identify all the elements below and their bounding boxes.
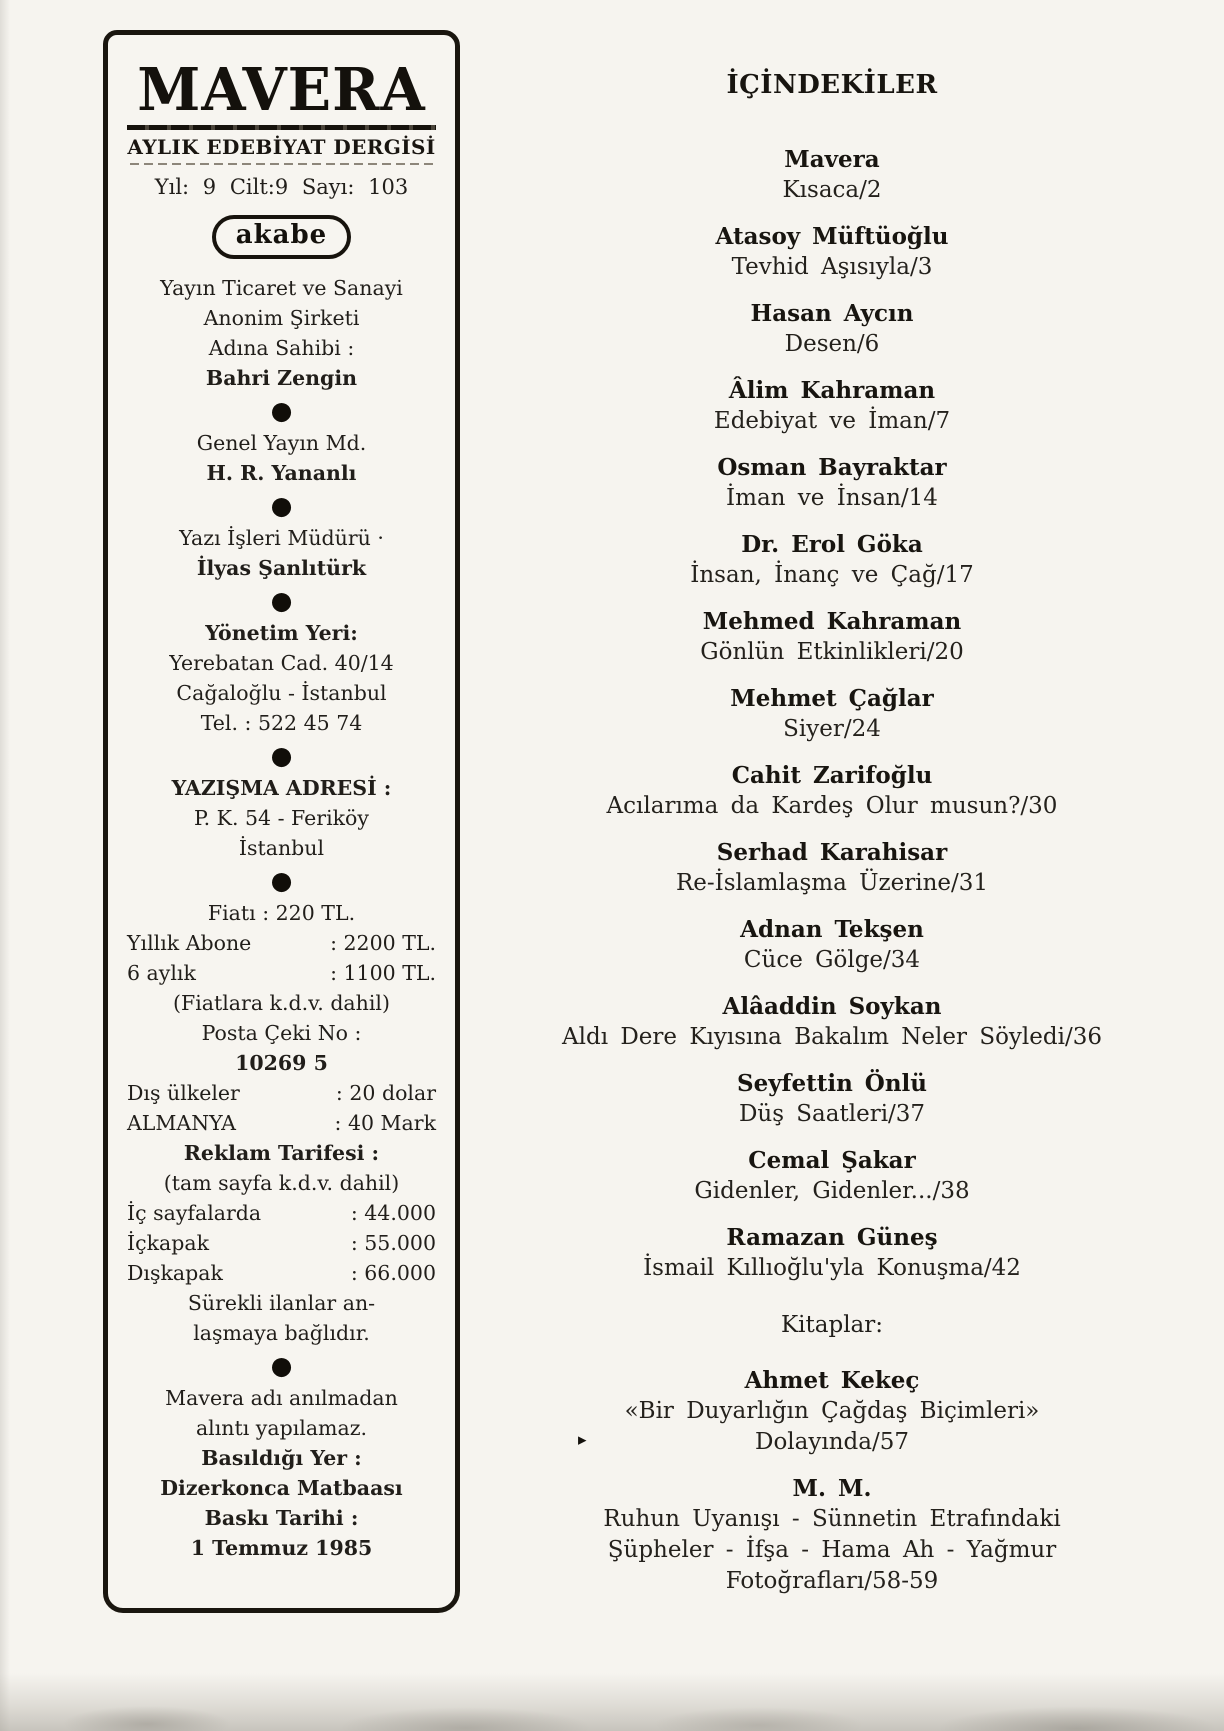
masthead-line: Reklam Tarifesi : [183,1141,380,1165]
masthead-line-value: : 44.000 [350,1201,436,1225]
masthead-line: İlyas Şanlıtürk [196,556,367,580]
entry-author: Mehmed Kahraman [702,608,962,635]
masthead-line: Anonim Şirketi [203,306,360,330]
scan-bottom-artifact-band [0,1673,1224,1731]
entry-title-line: Gönlün Etkinlikleri/20 [700,639,964,665]
masthead-box [103,30,460,1613]
contents-entry [470,760,1194,822]
magazine-logo: MAVERA [137,54,426,125]
masthead-line-value: : 2200 TL. [330,931,436,955]
contents-entry [470,1222,1194,1284]
masthead-line-label: Dışkapak [127,1261,223,1285]
entry-author: Serhad Karahisar [716,839,948,866]
contents-entry [470,144,1194,206]
masthead-line: Basıldığı Yer : [201,1446,362,1470]
masthead-block [122,523,441,583]
masthead-line [122,928,441,958]
entry-title-line: Dolayında/57 [755,1429,909,1455]
entry-title-line: Kısaca/2 [782,177,882,203]
entry-author: Mehmet Çağlar [730,685,934,712]
contents-entry [470,991,1194,1053]
entry-title-line: İnsan, İnanç ve Çağ/17 [690,562,974,588]
masthead-line: Cağaloğlu - İstanbul [176,681,387,705]
entry-title-line: Re-İslamlaşma Üzerine/31 [675,870,989,896]
masthead-line [122,1108,441,1138]
masthead-block [122,618,441,738]
contents-entry [470,221,1194,283]
masthead-info-blocks [122,273,441,1563]
contents-entry [470,1473,1194,1597]
entry-title-line: İman ve İnsan/14 [726,485,938,511]
masthead-line: P. K. 54 - Feriköy [193,806,369,830]
contents-entry [470,529,1194,591]
masthead-line: Posta Çeki No : [201,1021,362,1045]
masthead-line-label: 6 aylık [127,961,196,985]
magazine-subtitle: AYLIK EDEBİYAT DERGİSİ [127,135,436,159]
entry-author: Ahmet Kekeç [744,1367,920,1394]
bullet-separator: ● [270,586,293,615]
contents-entry [470,837,1194,899]
masthead-line: Adına Sahibi : [208,336,355,360]
contents-entry [470,1145,1194,1207]
masthead-line: Baskı Tarihi : [204,1506,359,1530]
contents-entry [470,1068,1194,1130]
entry-title-line: Tevhid Aşısıyla/3 [731,254,933,280]
bullet-separator: ● [270,866,293,895]
entry-author: Cemal Şakar [748,1147,916,1174]
bullet-separator: ● [270,1351,293,1380]
masthead-line-value: : 20 dolar [335,1081,436,1105]
masthead-line: Yerebatan Cad. 40/14 [169,651,394,675]
masthead-line: Fiatı : 220 TL. [207,901,356,925]
contents-entry [470,298,1194,360]
bullet-separator: ● [270,491,293,520]
entry-author: Hasan Aycın [750,300,914,327]
bullet-separator: ● [270,741,293,770]
entry-title-line: Aldı Dere Kıyısına Bakalım Neler Söyledi/36 [562,1024,1102,1050]
entry-title-line: Fotoğrafları/58-59 [725,1568,939,1594]
contents-title: İÇİNDEKİLER [726,70,938,100]
masthead-line [122,1078,441,1108]
masthead-line: Genel Yayın Md. [196,431,367,455]
entry-author: Atasoy Müftüoğlu [715,223,949,250]
akabe-logo-label: akabe [235,220,328,250]
masthead-line-value: : 40 Mark [334,1111,436,1135]
entry-title-line: Siyer/24 [783,716,881,742]
contents-entry [470,606,1194,668]
masthead-line [122,1228,441,1258]
masthead-block [122,898,441,1348]
masthead-line: Dizerkonca Matbaası [160,1476,403,1500]
masthead-line [122,1198,441,1228]
contents-entry [470,375,1194,437]
masthead-line-label: İçkapak [127,1231,209,1255]
masthead-line: Tel. : 522 45 74 [200,711,363,735]
entry-author: Seyfettin Önlü [736,1070,928,1097]
masthead-line: (tam sayfa k.d.v. dahil) [163,1171,400,1195]
entry-author: Adnan Tekşen [740,916,924,943]
masthead-block [122,428,441,488]
contents-section-heading: Kitaplar: [780,1312,884,1338]
bullet-separator: ● [270,396,293,425]
entry-title-line: İsmail Kıllıoğlu'yla Konuşma/42 [643,1255,1021,1281]
masthead-block [122,273,441,393]
entry-title-line: Edebiyat ve İman/7 [713,408,951,434]
masthead-line-value: : 1100 TL. [330,961,436,985]
akabe-publisher-logo [212,215,351,259]
masthead-line-value: : 66.000 [350,1261,436,1285]
entry-author: Osman Bayraktar [717,454,947,481]
entry-title-line: Cüce Gölge/34 [743,947,921,973]
entry-author: Mavera [784,146,880,173]
masthead-block [122,1383,441,1563]
masthead-line: Yönetim Yeri: [205,621,358,645]
contents-entry [470,683,1194,745]
entry-author: Ramazan Güneş [726,1224,938,1251]
contents-column [470,70,1194,1612]
contents-entry [470,452,1194,514]
entry-author: Cahit Zarifoğlu [731,762,933,789]
masthead-line: İstanbul [238,836,325,860]
masthead-line [122,1258,441,1288]
masthead-line: YAZIŞMA ADRESİ : [171,776,392,800]
entry-title-line: Acılarıma da Kardeş Olur musun?/30 [606,793,1058,819]
masthead-block [122,773,441,863]
masthead-line-label: Dış ülkeler [127,1081,240,1105]
scan-left-edge-artifact [0,0,10,1731]
masthead-line: (Fiatlara k.d.v. dahil) [173,991,390,1015]
contents-list [470,144,1194,1597]
masthead-line: Sürekli ilanlar an- [187,1291,376,1315]
issue-info-line: Yıl: 9 Cilt:9 Sayı: 103 [154,175,409,199]
entry-author: Alâaddin Soykan [722,993,942,1020]
masthead-line: alıntı yapılamaz. [195,1416,368,1440]
masthead-line: 1 Temmuz 1985 [190,1536,373,1560]
entry-title-line: Şüpheler - İfşa - Hama Ah - Yağmur [607,1537,1057,1563]
entry-title-line: «Bir Duyarlığın Çağdaş Biçimleri» [624,1398,1040,1424]
stray-print-mark: ▸ [578,1430,587,1450]
masthead-line: H. R. Yananlı [206,461,357,485]
contents-entry [470,1365,1194,1458]
masthead-line-label: İç sayfalarda [127,1201,262,1225]
entry-title-line: Düş Saatleri/37 [738,1101,926,1127]
entry-author: Dr. Erol Göka [741,531,923,558]
entry-title-line: Ruhun Uyanışı - Sünnetin Etrafındaki [603,1506,1061,1532]
masthead-line: laşmaya bağlıdır. [193,1321,370,1345]
entry-title-line: Desen/6 [784,331,880,357]
entry-title-line: Gidenler, Gidenler.../38 [694,1178,970,1204]
logo-underline-rule [127,125,436,130]
masthead-line: Bahri Zengin [205,366,358,390]
masthead-line-value: : 55.000 [350,1231,436,1255]
masthead-line: Yayın Ticaret ve Sanayi [160,276,403,300]
masthead-line-label: Yıllık Abone [127,931,252,955]
masthead-line: Mavera adı anılmadan [165,1386,398,1410]
entry-author: M. M. [792,1475,872,1502]
entry-author: Âlim Kahraman [728,377,936,404]
masthead-line [122,958,441,988]
subtitle-underline-rule [130,163,433,165]
masthead-line: 10269 5 [235,1051,328,1075]
contents-entry [470,914,1194,976]
masthead-line: Yazı İşleri Müdürü · [179,526,384,550]
masthead-line-label: ALMANYA [127,1111,236,1135]
